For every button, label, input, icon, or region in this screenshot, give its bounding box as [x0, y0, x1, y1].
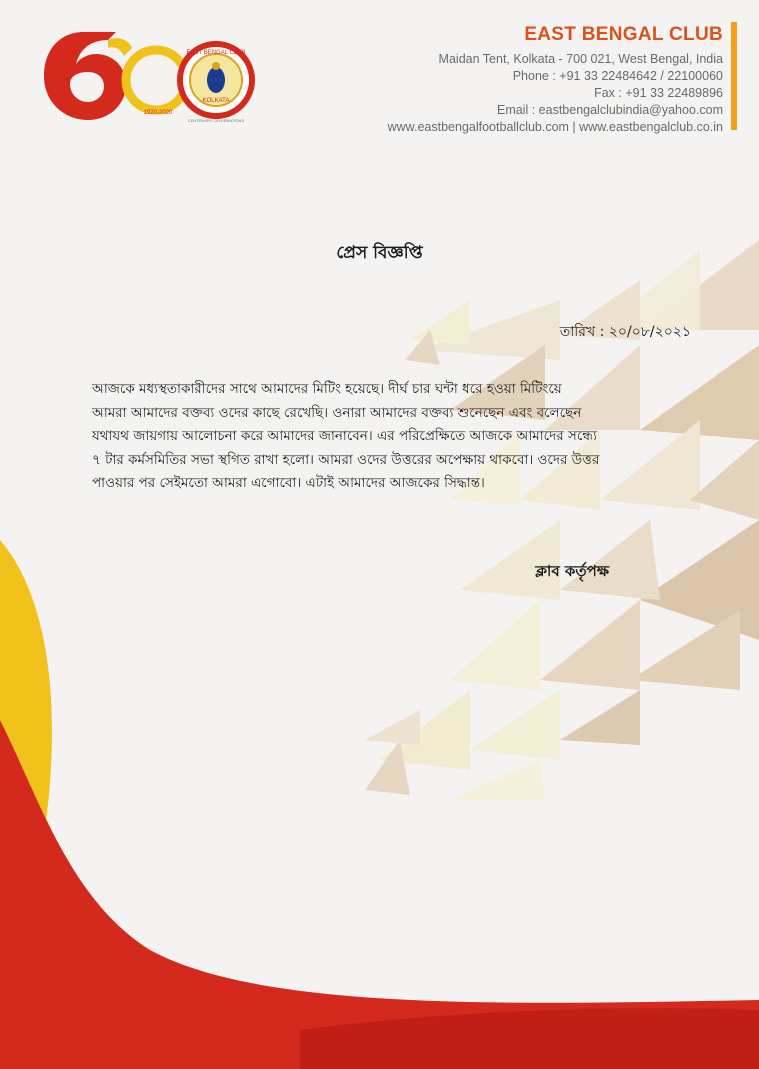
- centenary-logo: [38, 18, 258, 130]
- club-email: Email : eastbengalclubindia@yahoo.com: [496, 103, 723, 117]
- logo-ring-top-text: EAST BENGAL CLUB: [186, 50, 246, 56]
- club-fax: Fax : +91 33 22489896: [594, 86, 723, 100]
- letter-body: [92, 378, 692, 496]
- signature: ক্লাব কর্তৃপক্ষ: [535, 562, 609, 580]
- letter-line: ৭ টার কর্মসমিতির সভা স্থগিত রাখা হলো। আমরা ওদের উত্তরের অপেক্ষায় থাকবো। ওদের উত্তর: [92, 451, 600, 468]
- logo-years: 1920-2020: [143, 110, 173, 116]
- letter-line: যথাযথ জায়গায় আলোচনা করে আমাদের জানাবেন। এর পরিপ্রেক্ষিতে আজকে আমাদের সন্ধ্যে: [92, 428, 597, 444]
- club-name: EAST BENGAL CLUB: [524, 24, 723, 45]
- letter-line: পাওয়ার পর সেইমতো আমরা এগোবো। এটাই আমাদের আজকের সিদ্ধান্ত।: [92, 475, 485, 491]
- letter-line: আমরা আমাদের বক্তব্য ওদের কাছে রেখেছি। ওনারা আমাদের বক্তব্য শুনেছেন এবং বলেছেন: [92, 404, 582, 421]
- letter-line: আজকে মধ্যস্থতাকারীদের সাথে আমাদের মিটিং হয়েছে। দীর্ঘ চার ঘন্টা ধরে হওয়া মিটিংয়ে: [92, 381, 562, 397]
- press-release-title: প্রেস বিজ্ঞপ্তি: [336, 243, 423, 263]
- club-phone: Phone : +91 33 22484642 / 22100060: [512, 69, 723, 83]
- header-accent-bar: [731, 22, 737, 130]
- club-websites: www.eastbengalfootballclub.com | www.eastbengalclub.co.in: [387, 120, 723, 134]
- club-address: Maidan Tent, Kolkata - 700 021, West Bengal, India: [438, 52, 723, 66]
- logo-centenary-text: CENTENARY CELEBRATIONS: [187, 118, 245, 123]
- letterhead-header: [388, 24, 723, 136]
- logo-ring-bottom-text: KOLKATA: [202, 98, 230, 104]
- letter-date: তারিখ : ২০/০৮/২০২১: [559, 324, 691, 340]
- bottom-wave-decoration: [0, 540, 759, 1069]
